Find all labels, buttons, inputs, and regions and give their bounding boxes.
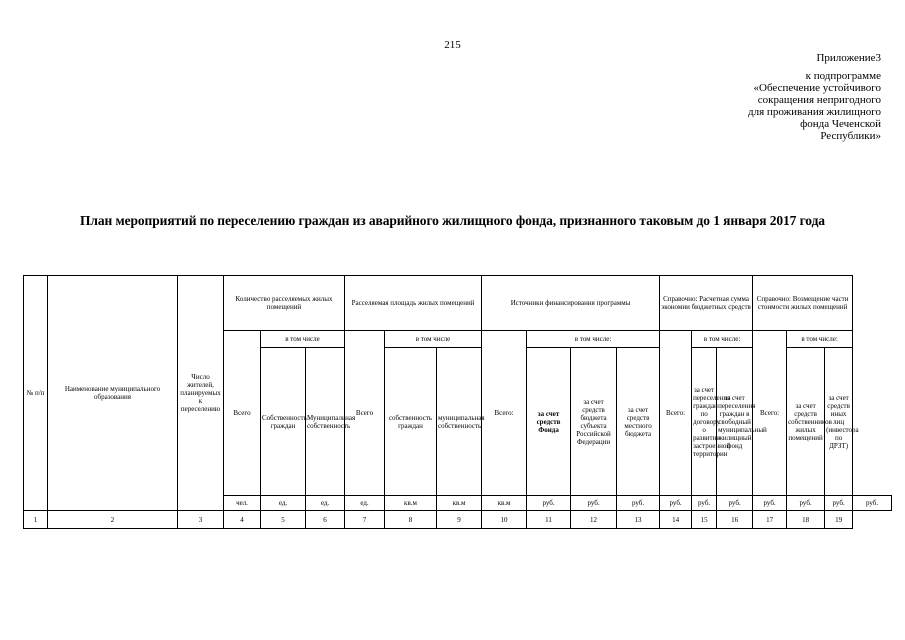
header-sources-total: Всего: bbox=[482, 331, 527, 496]
unit-cell: руб. bbox=[717, 496, 753, 511]
header-sources-group: Источники финансирования программы bbox=[482, 276, 660, 331]
column-number: 4 bbox=[224, 511, 261, 529]
appendix-line: к подпрограмме bbox=[805, 70, 881, 82]
header-area-group: Расселяемая площадь жилых помещений bbox=[345, 276, 482, 331]
header-area-total: Всего bbox=[345, 331, 385, 496]
header-name: Наименование муниципального образования bbox=[48, 276, 178, 511]
header-area-citizens: собственность граждан bbox=[385, 348, 437, 496]
column-number: 11 bbox=[527, 511, 571, 529]
header-including: в том числе bbox=[261, 331, 345, 348]
unit-cell: руб. bbox=[753, 496, 787, 511]
table-numbers-row bbox=[24, 511, 892, 529]
column-number: 19 bbox=[825, 511, 853, 529]
unit-cell: кв.м bbox=[437, 496, 482, 511]
column-number: 14 bbox=[660, 511, 692, 529]
header-refund-other: за счет средств иных лиц (инвестора по ДРЗТ) bbox=[825, 348, 853, 496]
appendix-title: Приложение3 bbox=[816, 52, 881, 64]
unit-cell: руб. bbox=[853, 496, 892, 511]
column-number: 3 bbox=[178, 511, 224, 529]
header-no: № п/п bbox=[24, 276, 48, 511]
unit-cell: руб. bbox=[660, 496, 692, 511]
header-area-municipal: муниципальная собственность bbox=[437, 348, 482, 496]
unit-cell: руб. bbox=[571, 496, 617, 511]
appendix-line: сокращения непригодного bbox=[757, 94, 881, 106]
appendix-line: фонда Чеченской bbox=[800, 118, 881, 130]
header-residents: Число жителей, планируемых к переселению bbox=[178, 276, 224, 511]
header-source-fund: за счет средств Фонда bbox=[527, 348, 571, 496]
column-number: 7 bbox=[345, 511, 385, 529]
column-number: 15 bbox=[692, 511, 717, 529]
unit-cell: кв.м bbox=[482, 496, 527, 511]
unit-cell: руб. bbox=[617, 496, 660, 511]
header-savings-contract: за счет переселения граждан по договору о развитии застроенной территории bbox=[692, 348, 717, 496]
header-savings-free-fund: за счет переселения граждан в свободный муниципальный жилищный фонд bbox=[717, 348, 753, 496]
unit-cell: чел. bbox=[224, 496, 261, 511]
header-rooms-municipal: Муниципальная собственность bbox=[306, 348, 345, 496]
document-heading: План мероприятий по переселению граждан из аварийного жилищного фонда, признанного таковым до 1 января 2017 года bbox=[80, 213, 825, 228]
appendix-line: Республики» bbox=[820, 130, 881, 142]
header-including: в том числе: bbox=[787, 331, 853, 348]
table-header-row bbox=[24, 276, 892, 331]
column-number: 13 bbox=[617, 511, 660, 529]
unit-cell: ед. bbox=[306, 496, 345, 511]
header-rooms-citizens: Собственность граждан bbox=[261, 348, 306, 496]
column-number: 6 bbox=[306, 511, 345, 529]
column-number: 12 bbox=[571, 511, 617, 529]
header-refund-group: Справочно: Возмещение части стоимости жилых помещений bbox=[753, 276, 853, 331]
header-rooms-group: Количество расселяемых жилых помещений bbox=[224, 276, 345, 331]
header-rooms-total: Всего bbox=[224, 331, 261, 496]
appendix-header bbox=[681, 52, 881, 142]
header-including: в том числе: bbox=[527, 331, 660, 348]
column-number: 16 bbox=[717, 511, 753, 529]
column-number: 18 bbox=[787, 511, 825, 529]
header-source-subject: за счет средств бюджета субъекта Российской Федерации bbox=[571, 348, 617, 496]
header-source-local: за счет средств местного бюджета bbox=[617, 348, 660, 496]
header-savings-group: Справочно: Расчетная сумма экономии бюджетных средств bbox=[660, 276, 753, 331]
unit-cell: ед. bbox=[261, 496, 306, 511]
column-number: 8 bbox=[385, 511, 437, 529]
appendix-line: для проживания жилищного bbox=[748, 106, 881, 118]
unit-cell: руб. bbox=[787, 496, 825, 511]
column-number: 1 bbox=[24, 511, 48, 529]
page-number: 215 bbox=[444, 39, 461, 51]
column-number: 5 bbox=[261, 511, 306, 529]
header-including: в том числе bbox=[385, 331, 482, 348]
appendix-line: «Обеспечение устойчивого bbox=[753, 82, 881, 94]
header-including: в том числе: bbox=[692, 331, 753, 348]
unit-cell: ед. bbox=[345, 496, 385, 511]
unit-cell: руб. bbox=[825, 496, 853, 511]
unit-cell: руб. bbox=[692, 496, 717, 511]
column-number: 9 bbox=[437, 511, 482, 529]
header-refund-owners: за счет средств собственников жилых помещений bbox=[787, 348, 825, 496]
unit-cell: руб. bbox=[527, 496, 571, 511]
header-savings-total: Всего: bbox=[660, 331, 692, 496]
resettlement-plan-table bbox=[23, 275, 892, 529]
header-refund-total: Всего: bbox=[753, 331, 787, 496]
column-number: 10 bbox=[482, 511, 527, 529]
column-number: 17 bbox=[753, 511, 787, 529]
unit-cell: кв.м bbox=[385, 496, 437, 511]
column-number: 2 bbox=[48, 511, 178, 529]
